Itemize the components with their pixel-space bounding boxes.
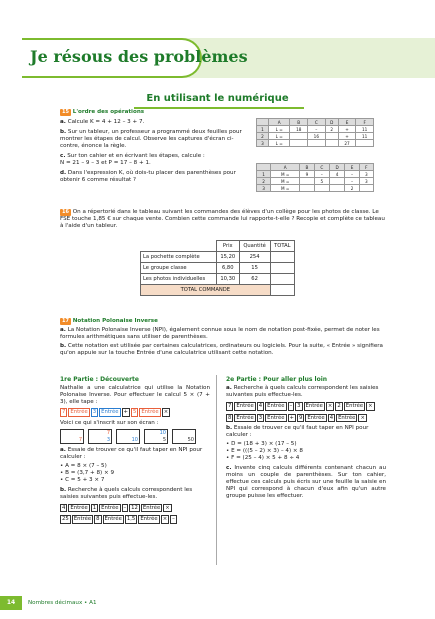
question-d: Dans l'expression K, où dois-tu placer des parenthèses pour obtenir 6 comme résultat ? [60, 170, 236, 183]
sheet-cell: – [345, 178, 359, 185]
key: × [360, 414, 365, 421]
sheet-cell: 27 [338, 140, 356, 147]
sheet-cell: + [338, 133, 356, 140]
screen-line [61, 430, 82, 437]
table-header-cell: TOTAL [270, 241, 294, 252]
enter-key: Entrée [142, 504, 161, 511]
sheet-cell [290, 140, 308, 147]
table-cell: 6,80 [217, 263, 239, 274]
sheet-header-row [257, 164, 374, 171]
key-sequence [226, 414, 386, 423]
total-cell [270, 285, 294, 296]
question-a: Calcule K = 4 + 12 – 3 + 7. [67, 119, 145, 125]
table-header-cell: Quantité [239, 241, 270, 252]
sheet-cell [300, 178, 315, 185]
enter-key: Entrée [345, 403, 364, 409]
table-cell: 254 [239, 252, 270, 263]
sheet-row [257, 133, 374, 140]
question-c-expr: N = 21 – 9 – 3 et P = 17 – 8 + 1. [60, 160, 151, 166]
table-header-cell [141, 241, 217, 252]
sheet-cell: – [314, 171, 329, 178]
table-cell: 15,20 [217, 252, 239, 263]
sheet-header-cell [257, 119, 269, 126]
sheet-cell: 3 [359, 178, 373, 185]
sheet-header-cell: C [314, 164, 329, 171]
key: × [368, 403, 373, 409]
sheet-cell: 4 [329, 171, 345, 178]
sheet-cell: M = [271, 178, 300, 185]
sheet-cell: + [338, 126, 356, 133]
calc-list [226, 441, 386, 462]
key: × [163, 409, 169, 415]
spreadsheet-capture-2 [256, 163, 374, 192]
key: 8 [228, 414, 232, 421]
enter-key: Entrée [267, 414, 285, 421]
sheet-header-cell: C [308, 119, 326, 126]
sheet-header-cell: E [345, 164, 359, 171]
screen-line: 10 [131, 436, 138, 443]
sheet-row-header: 1 [257, 126, 269, 133]
question-c: Sur ton cahier et en écrivant les étapes, calcule : [67, 153, 205, 159]
exercise-number: 16 [62, 209, 69, 215]
key-sequence [60, 515, 210, 524]
sheet-row-header: 3 [257, 140, 269, 147]
key: × [165, 504, 170, 511]
sheet-header-cell: E [338, 119, 356, 126]
sheet-cell [325, 140, 338, 147]
sheet-header-cell: A [271, 164, 300, 171]
enter-key: Entrée [70, 409, 88, 415]
page-number: 14 [0, 596, 22, 610]
screen-line: 10 [159, 429, 166, 436]
total-label: TOTAL COMMANDE [141, 285, 271, 296]
calculator-screens [60, 429, 210, 444]
sheet-header-cell: A [268, 119, 289, 126]
sheet-cell [359, 185, 373, 192]
sheet-cell: 16 [308, 133, 326, 140]
sheet-row-header: 2 [257, 133, 269, 140]
table-cell [270, 252, 294, 263]
key: + [289, 414, 294, 421]
key: + [123, 409, 128, 415]
enter-key: Entrée [141, 409, 159, 415]
sheet-cell: 2 [345, 185, 359, 192]
key: 3 [297, 403, 301, 409]
sheet-row-header: 2 [257, 178, 271, 185]
sheet-header-cell: D [325, 119, 338, 126]
key: 4 [258, 403, 263, 409]
key: 2 [337, 403, 341, 409]
exercise-title: Notation Polonaise Inverse [72, 318, 158, 324]
sheet-row [257, 185, 374, 192]
sheet-row-header: 1 [257, 171, 271, 178]
key: 9 [298, 414, 303, 421]
table-header-row [141, 241, 295, 252]
enter-key: Entrée [236, 403, 254, 409]
sheet-cell: – [308, 126, 326, 133]
screen-line: 7 [106, 429, 110, 436]
table-cell [270, 274, 294, 285]
key: 3 [92, 409, 97, 415]
sheet-cell [356, 140, 374, 147]
footer-text: Nombres décimaux • A1 [28, 600, 97, 606]
key: 5 [132, 409, 137, 415]
calculator-screen [172, 429, 196, 444]
key: × [162, 516, 168, 522]
sheet-header-cell: B [300, 164, 315, 171]
sheet-cell [329, 185, 345, 192]
key: 8 [96, 516, 100, 522]
sheet-row-header: 3 [257, 185, 271, 192]
key: – [172, 516, 175, 522]
sheet-cell: 11 [356, 126, 374, 133]
key: 3 [258, 414, 263, 421]
key: 7 [228, 403, 232, 409]
exercise-16-text: On a répertorié dans le tableau suivant les commandes des élèves d'un collège pour les photos de classe. Le FSE touche 1,85 € sur chaque vente. Combien cette commande lui rapporte-t-elle ? Recopie et complète ce tableau à l'aide d'un tableur. [60, 209, 385, 229]
enter-key: Entrée [104, 516, 122, 522]
sheet-cell: – [345, 171, 359, 178]
order-table [140, 240, 295, 296]
list-item: • A = 8 × (7 – 5) [60, 462, 107, 469]
sheet-row [257, 171, 374, 178]
sheet-cell [329, 178, 345, 185]
sheet-cell: 3 [359, 171, 373, 178]
key: 1,5 [126, 516, 136, 522]
enter-key: Entrée [73, 516, 92, 522]
sheet-header-cell: D [329, 164, 345, 171]
list-item: • F = (25 – 4) × 5 + 8 ÷ 4 [226, 455, 300, 461]
exercise-17: 17 Notation Polonaise Inverse a. La Notation Polonaise Inverse (NPI), également connue sous le nom de notation post-fixée, permet de noter les formules arithmétiques sans utiliser de parenthèses. b. Cette notation est utilisée par certaines calculatrices, ordinateurs ou logiciels. Pour la suite, « Entrée » signifiera qu'on appuie sur la touche Entrée d'une calculatrice utilisant cette notation. [60, 318, 383, 356]
sheet-cell: L = [268, 126, 289, 133]
list-item: • B = (3,7 + 8) × 9 [60, 469, 115, 476]
table-row [141, 274, 295, 285]
list-item: • C = 5 + 3 × 7 [60, 476, 105, 483]
table-header-cell: Prix [217, 241, 239, 252]
part-1: 1re Partie : Découverte Nathalie a une calculatrice qui utilise la Notation Polonaise Inverse. Pour effectuer le calcul 5 × (7 + 3), elle tape : 7 Entrée 3 Entrée + 5 Entrée × Voici ce qui s'inscrit sur son écran : 7 7 3 10 10 5 50 a. Essaie de trouver ce qu'il faut taper en NPI pour calculer : • A = 8 × (7 – 5) • B = (3,7 + 8) × 9 • C = 5 + 3 × 7 b. Recherche à quels calculs correspondent les saisies suivantes puis effectue-les. 4 Entrée 1 Entrée – 12 Entrée × 25 Entrée 8 Entrée 1,5 Entrée × – [60, 376, 210, 522]
screen-line [173, 430, 194, 437]
sheet-cell: L = [268, 140, 289, 147]
screen-line: 3 [106, 436, 110, 443]
screen-line: 50 [187, 436, 194, 443]
table-row [141, 263, 295, 274]
calculator-screen [88, 429, 112, 444]
key: 25 [62, 516, 69, 522]
table-total-row [141, 285, 295, 296]
key: 1 [92, 504, 97, 511]
enter-key: Entrée [236, 414, 254, 421]
enter-key: Entrée [338, 414, 356, 421]
sheet-cell: 11 [356, 133, 374, 140]
table-cell: La pochette complète [141, 252, 217, 263]
part-1-title: 1re Partie : Découverte [60, 376, 139, 383]
part-2: 2e Partie : Pour aller plus loin a. Recherche à quels calculs correspondent les saisies suivantes puis effectue-les. 7 Entrée 4 Entrée – 3 Entrée × 2 Entrée × 8 Entrée 3 Entrée + 9 Entrée 4 Entrée × b. Essaie de trouver ce qu'il faut taper en NPI pour calculer : • D = (18 + 3) × (17 – 5) • E = (((5 – 2) × 3) – 4) × 8 • F = (25 – 4) × 5 + 8 ÷ 4 c. Invente cinq calculs différents contenant chacun au moins un couple de parenthèses. Sur ton cahier, effectue ces calculs puis écris sur une feuille la saisie en NPI qui correspond à chacun d'eux afin qu'un autre groupe puisse les effectuer. [226, 376, 386, 499]
sheet-cell: L = [268, 133, 289, 140]
calculator-screen [116, 429, 140, 444]
enter-key: Entrée [267, 403, 285, 409]
enter-key: Entrée [101, 504, 119, 511]
key-sequence [226, 402, 386, 411]
list-item: • E = (((5 – 2) × 3) – 4) × 8 [226, 448, 303, 454]
screen-line [117, 430, 138, 437]
key-sequence [60, 504, 210, 513]
screen-line: 7 [78, 436, 82, 443]
sheet-cell [290, 133, 308, 140]
sheet-cell: M = [271, 185, 300, 192]
column-divider [216, 375, 217, 565]
calc-list [60, 463, 210, 484]
table-row [141, 252, 295, 263]
key: 4 [62, 504, 66, 511]
key-sequence [60, 408, 210, 417]
calculator-screen [144, 429, 168, 444]
enter-key: Entrée [70, 504, 88, 511]
sheet-row [257, 140, 374, 147]
enter-key: Entrée [101, 409, 119, 415]
sheet-cell [325, 133, 338, 140]
key: × [327, 403, 333, 409]
list-item: • D = (18 + 3) × (17 – 5) [226, 441, 297, 447]
question-b: Sur un tableur, un professeur a programmé deux feuilles pour montrer les étapes de calcul. Observe les captures d'écran ci-contre, énonce la règle. [60, 129, 242, 149]
part-2-title: 2e Partie : Pour aller plus loin [226, 376, 328, 383]
table-cell: Le groupe classe [141, 263, 217, 274]
exercise-16 [60, 209, 385, 230]
sheet-header-cell: F [356, 119, 374, 126]
sheet-header-row [257, 119, 374, 126]
table-cell: 15 [239, 263, 270, 274]
sheet-cell: M = [271, 171, 300, 178]
key: 12 [131, 504, 138, 511]
enter-key: Entrée [305, 403, 323, 409]
sheet-cell [300, 185, 315, 192]
key: 7 [62, 409, 66, 415]
sheet-cell [308, 140, 326, 147]
key: 4 [329, 414, 334, 421]
table-cell: 62 [239, 274, 270, 285]
key: – [289, 403, 293, 409]
sheet-row [257, 126, 374, 133]
sheet-cell: 2 [325, 126, 338, 133]
section-title: En utilisant le numérique [146, 93, 289, 104]
exercise-title: L'ordre des opérations [72, 109, 145, 115]
table-cell: 10,30 [217, 274, 239, 285]
enter-key: Entrée [140, 516, 158, 522]
sheet-cell: 18 [290, 126, 308, 133]
sheet-cell [314, 185, 329, 192]
page-title: Je résous des problèmes [30, 47, 248, 66]
exercise-number: 17 [62, 318, 69, 324]
table-cell: Les photos individuelles [141, 274, 217, 285]
sheet-cell: 5 [314, 178, 329, 185]
exercise-15: 15 L'ordre des opérations a. Calcule K = 4 + 12 – 3 + 7. b. Sur un tableur, un professeur a programmé deux feuilles pour montrer les étapes de calcul. Observe les captures d'écran ci-contre, énonce la règle. c. Sur ton cahier et en écrivant les étapes, calcule : N = 21 – 9 – 3 et P = 17 – 8 + 1. d. Dans l'expression K, où dois-tu placer des parenthèses pour obtenir 6 comme résultat ? [60, 109, 245, 184]
sheet-header-cell: F [359, 164, 373, 171]
sheet-row [257, 178, 374, 185]
table-cell [270, 263, 294, 274]
sheet-cell: 9 [300, 171, 315, 178]
screen-line: 5 [162, 436, 166, 443]
enter-key: Entrée [307, 414, 325, 421]
spreadsheet-capture-1 [256, 118, 374, 147]
calculator-screen [60, 429, 84, 444]
key: – [123, 504, 127, 511]
sheet-header-cell: B [290, 119, 308, 126]
exercise-number: 15 [62, 109, 69, 115]
sheet-header-cell [257, 164, 271, 171]
